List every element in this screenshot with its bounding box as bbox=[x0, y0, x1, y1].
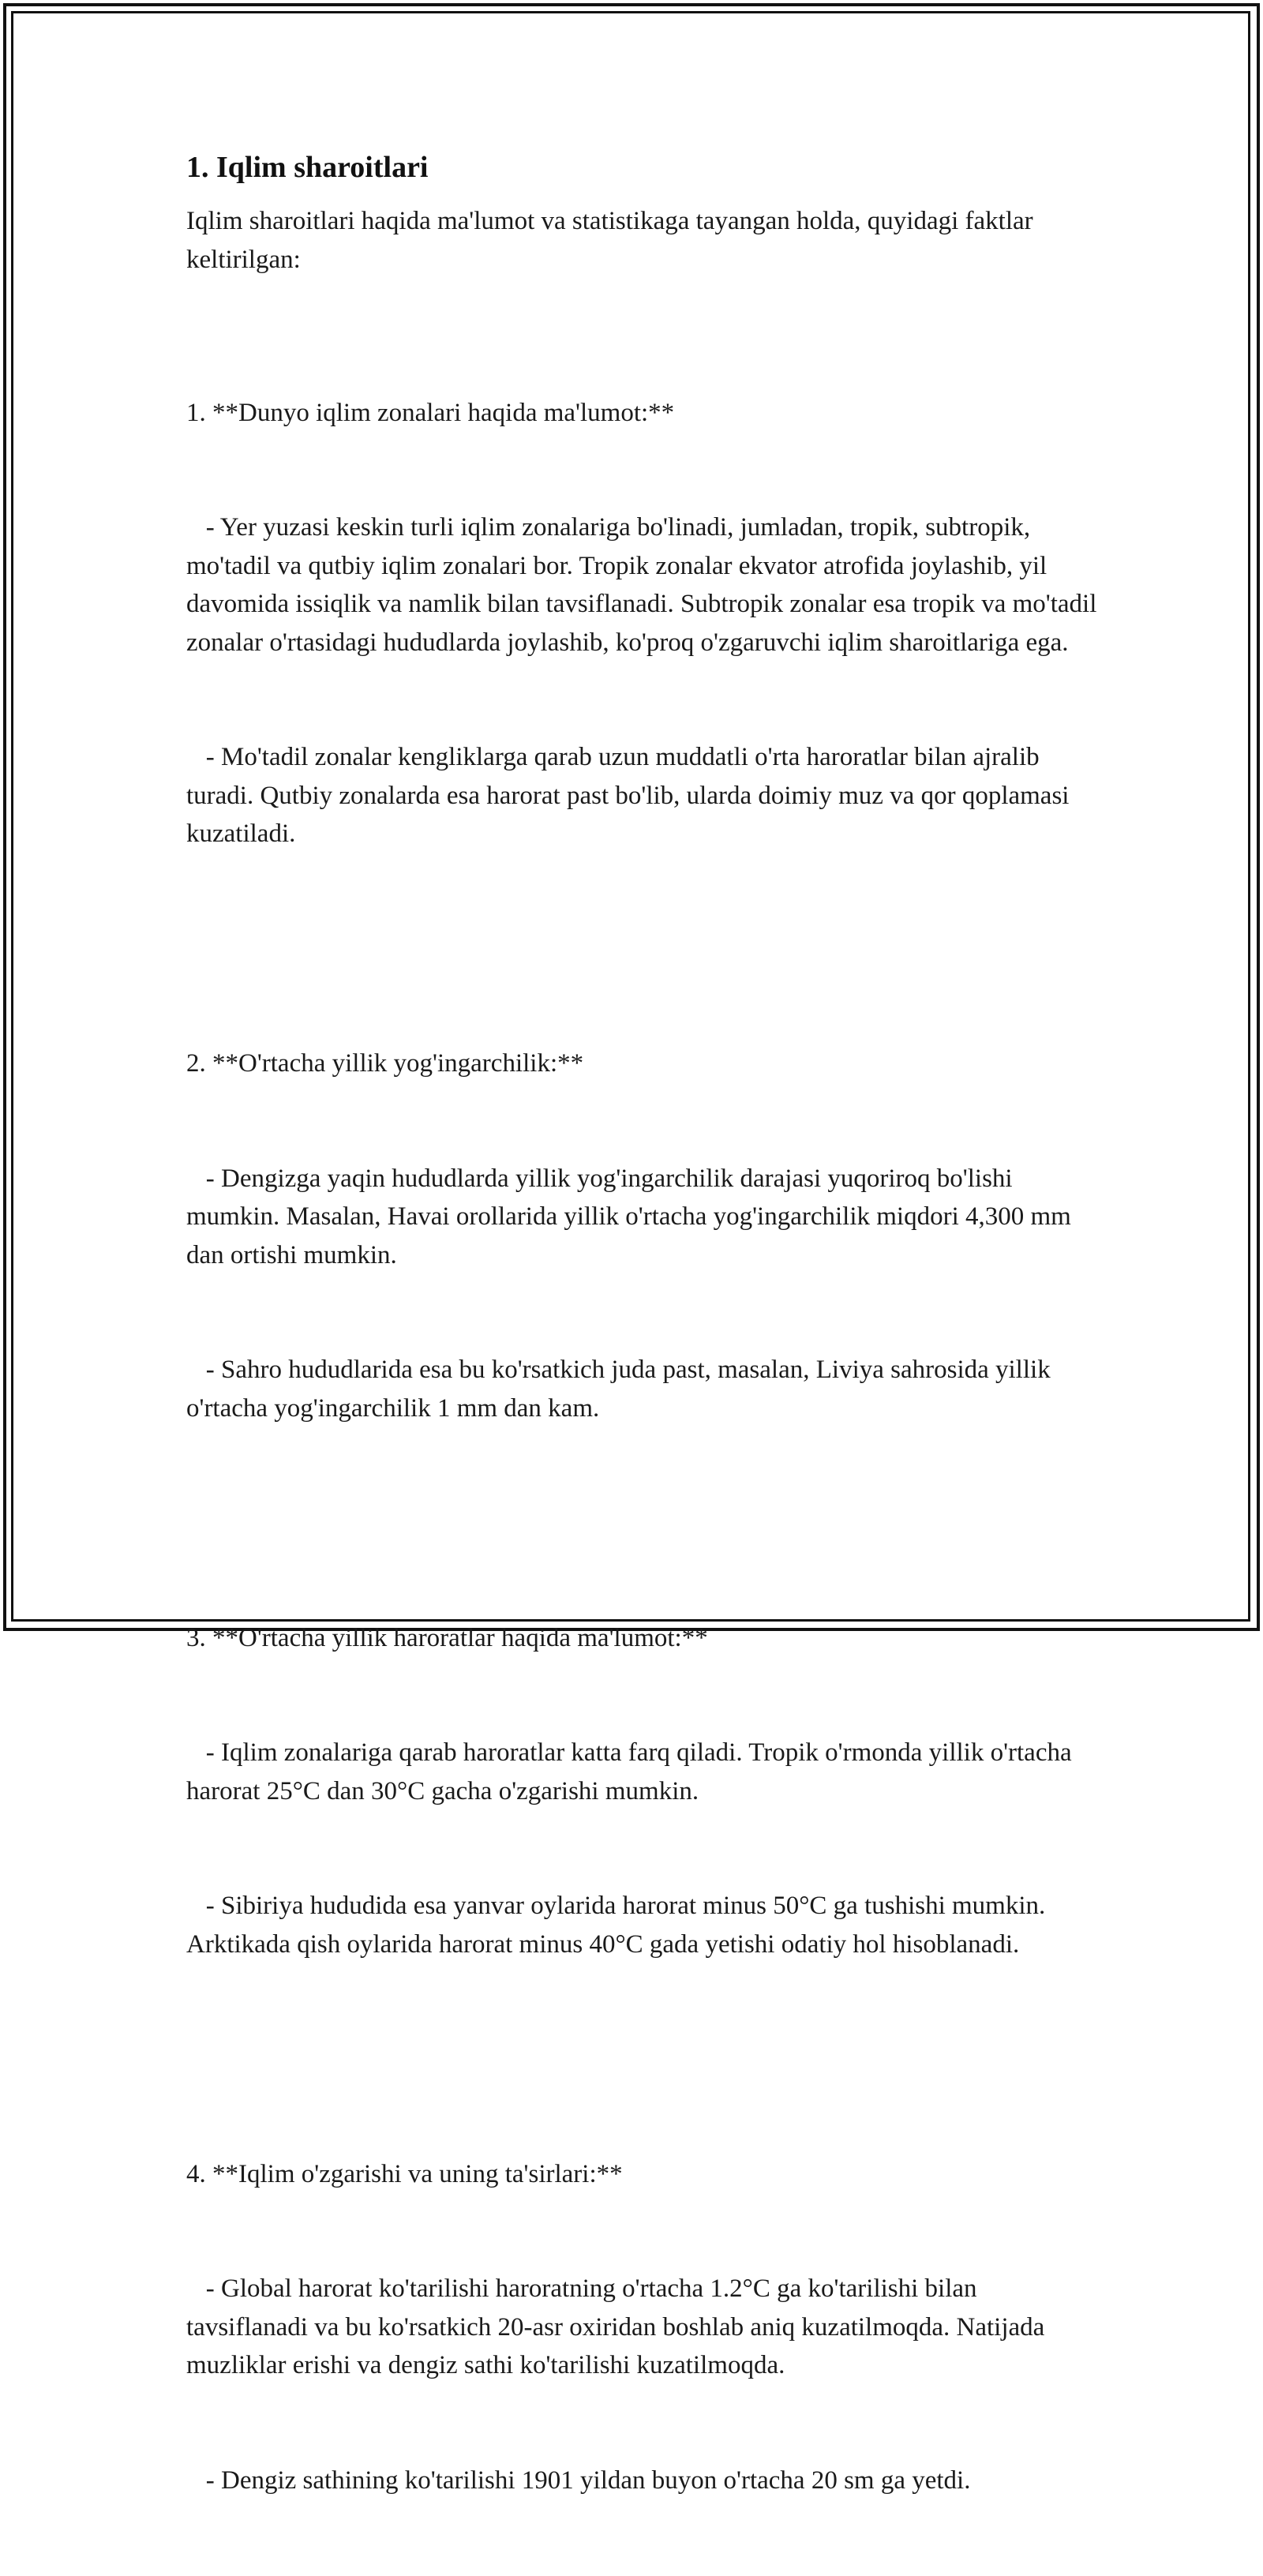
section-bullet: - Yer yuzasi keskin turli iqlim zonalariga bo'linadi, jumladan, tropik, subtropik, mo'tadil va qutbiy iqlim zonalari bor. Tropik zonalar ekvator atrofida joylashib, yil davomida issiqlik va namlik bilan tavsiflanadi. Subtropik zonalar esa tropik va mo'tadil zonalar o'rtasidagi hududlarda joylashib, ko'proq o'zgaruvchi iqlim sharoitlariga ega. bbox=[186, 508, 1102, 662]
section-bullet: - Dengiz sathining ko'tarilishi 1901 yildan buyon o'rtacha 20 sm ga yetdi. bbox=[186, 2462, 1102, 2500]
section-title: 3. **O'rtacha yillik haroratlar haqida ma'lumot:** bbox=[186, 1619, 1102, 1658]
document-heading: 1. Iqlim sharoitlari bbox=[186, 147, 1102, 188]
section-3 bbox=[186, 1543, 1102, 2041]
document-body bbox=[186, 147, 1102, 2576]
section-2 bbox=[186, 968, 1102, 1504]
section-bullet: - Global harorat ko'tarilishi haroratning o'rtacha 1.2°C ga ko'tarilishi bilan tavsiflanadi va bu ko'rsatkich 20-asr oxiridan boshlab aniq kuzatilmoqda. Natijada muzliklar erishi va dengiz sathi ko'tarilishi kuzatilmoqda. bbox=[186, 2270, 1102, 2385]
section-4 bbox=[186, 2079, 1102, 2576]
section-bullet: - Sahro hududlarida esa bu ko'rsatkich juda past, masalan, Liviya sahrosida yillik o'rtacha yog'ingarchilik 1 mm dan kam. bbox=[186, 1351, 1102, 1427]
section-bullet: - Dengizga yaqin hududlarda yillik yog'ingarchilik darajasi yuqoriroq bo'lishi mumkin. Masalan, Havai orollarida yillik o'rtacha yog'ingarchilik miqdori 4,300 mm dan ortishi mumkin. bbox=[186, 1160, 1102, 1275]
section-bullet: - Iqlim zonalariga qarab haroratlar katta farq qiladi. Tropik o'rmonda yillik o'rtacha harorat 25°C dan 30°C gacha o'zgarishi mumkin. bbox=[186, 1734, 1102, 1810]
section-title: 2. **O'rtacha yillik yog'ingarchilik:** bbox=[186, 1044, 1102, 1083]
section-title: 1. **Dunyo iqlim zonalari haqida ma'lumot:** bbox=[186, 394, 1102, 433]
section-bullet: - Mo'tadil zonalar kengliklarga qarab uzun muddatli o'rta haroratlar bilan ajralib turadi. Qutbiy zonalarda esa harorat past bo'lib, ularda doimiy muz va qor qoplamasi kuzatiladi. bbox=[186, 738, 1102, 853]
intro-paragraph: Iqlim sharoitlari haqida ma'lumot va statistikaga tayangan holda, quyidagi faktlar keltirilgan: bbox=[186, 202, 1102, 279]
section-title: 4. **Iqlim o'zgarishi va uning ta'sirlari:** bbox=[186, 2155, 1102, 2194]
section-bullet: - Sibiriya hududida esa yanvar oylarida harorat minus 50°C ga tushishi mumkin. Arktikada qish oylarida harorat minus 40°C gada yetishi odatiy hol hisoblanadi. bbox=[186, 1887, 1102, 1963]
section-1 bbox=[186, 317, 1102, 930]
